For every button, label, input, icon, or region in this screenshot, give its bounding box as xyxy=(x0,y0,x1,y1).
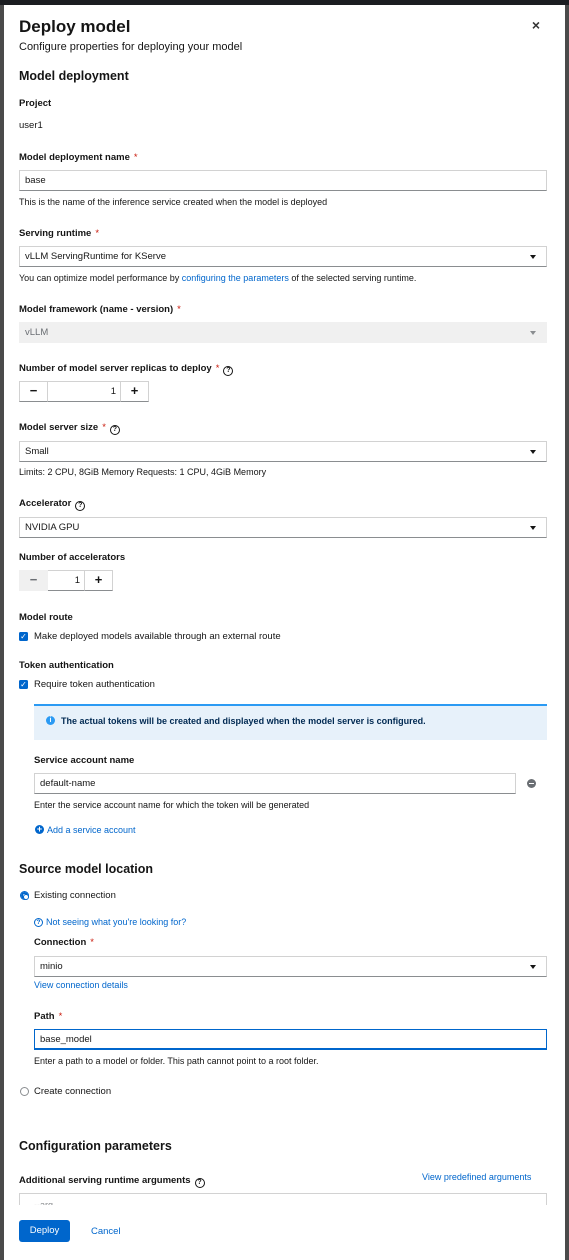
token-checkbox-label: Require token authentication xyxy=(34,679,155,690)
model-route-label: Model route xyxy=(19,612,73,623)
not-seeing-link[interactable]: Not seeing what you're looking for? xyxy=(46,917,187,927)
accelerator-select[interactable] xyxy=(19,517,547,538)
help-icon[interactable]: ? xyxy=(223,366,233,376)
view-connection-details-link[interactable]: View connection details xyxy=(34,980,128,990)
accelerators-increment-button[interactable]: + xyxy=(84,570,113,591)
server-size-select[interactable] xyxy=(19,441,547,462)
caret-down-icon xyxy=(530,450,536,454)
service-account-helper: Enter the service account name for which the token will be generated xyxy=(34,800,310,810)
model-framework-select xyxy=(19,322,547,343)
accelerators-decrement-button[interactable]: − xyxy=(19,570,48,591)
plus-circle-icon: + xyxy=(36,824,43,834)
serving-runtime-helper: You can optimize model performance by configuring the parameters of the selected serving runtime. xyxy=(19,273,417,283)
close-icon[interactable]: × xyxy=(531,17,541,33)
server-size-helper: Limits: 2 CPU, 8GiB Memory Requests: 1 CPU, 4GiB Memory xyxy=(19,467,267,477)
replicas-increment-button[interactable]: + xyxy=(120,381,149,402)
create-connection-radio[interactable] xyxy=(20,1087,29,1096)
alert-text: The actual tokens will be created and displayed when the model server is configured. xyxy=(61,716,426,726)
runtime-args-label: Additional serving runtime arguments ? xyxy=(19,1175,205,1188)
service-account-label: Service account name xyxy=(34,755,135,766)
accelerator-value: NVIDIA GPU xyxy=(25,522,80,533)
modal-footer xyxy=(4,1205,565,1260)
caret-down-icon xyxy=(530,526,536,530)
accelerators-input[interactable]: 1 xyxy=(48,570,84,591)
serving-runtime-value: vLLM ServingRuntime for KServe xyxy=(25,251,166,262)
remove-service-account-icon[interactable] xyxy=(527,779,536,788)
path-label: Path * xyxy=(34,1011,63,1022)
deployment-name-label: Model deployment name * xyxy=(19,152,138,163)
modal-subtitle: Configure properties for deploying your model xyxy=(19,41,243,53)
model-deployment-heading: Model deployment xyxy=(19,69,129,83)
configuration-heading: Configuration parameters xyxy=(19,1139,172,1153)
serving-runtime-select[interactable] xyxy=(19,246,547,267)
deployment-name-input[interactable]: base xyxy=(19,170,547,191)
existing-connection-radio[interactable] xyxy=(20,891,29,900)
help-icon[interactable]: ? xyxy=(195,1178,205,1188)
model-framework-label: Model framework (name - version) * xyxy=(19,304,181,315)
project-label: Project xyxy=(19,98,52,109)
project-value: user1 xyxy=(19,120,43,131)
cancel-button[interactable]: Cancel xyxy=(91,1226,121,1237)
serving-runtime-label: Serving runtime * xyxy=(19,228,100,239)
info-icon: i xyxy=(46,716,55,725)
path-helper: Enter a path to a model or folder. This path cannot point to a root folder. xyxy=(34,1056,319,1066)
route-checkbox-label: Make deployed models available through an external route xyxy=(34,631,281,642)
replicas-decrement-button[interactable]: − xyxy=(19,381,48,402)
create-connection-label: Create connection xyxy=(34,1086,112,1097)
connection-select[interactable] xyxy=(34,956,547,977)
accelerators-stepper xyxy=(19,570,113,591)
question-circle-icon: ? xyxy=(34,918,43,927)
source-location-heading: Source model location xyxy=(19,862,154,876)
caret-down-icon xyxy=(530,255,536,259)
server-size-value: Small xyxy=(25,446,49,457)
configuring-parameters-link[interactable]: configuring the parameters xyxy=(181,273,289,283)
model-framework-value: vLLM xyxy=(25,327,49,338)
server-size-label: Model server size * ? xyxy=(19,422,120,435)
view-predefined-args-link[interactable]: View predefined arguments xyxy=(422,1172,532,1182)
modal-title: Deploy model xyxy=(19,17,131,36)
route-checkbox[interactable]: ✓ xyxy=(20,632,27,641)
existing-connection-label: Existing connection xyxy=(34,890,116,901)
required-mark: * xyxy=(133,152,138,163)
replicas-input[interactable]: 1 xyxy=(48,381,120,402)
add-service-account-link[interactable]: Add a service account xyxy=(47,825,136,835)
token-auth-label: Token authentication xyxy=(19,660,114,671)
num-accelerators-label: Number of accelerators xyxy=(19,552,126,563)
connection-label: Connection * xyxy=(34,937,94,948)
token-checkbox[interactable]: ✓ xyxy=(20,680,27,689)
replicas-stepper xyxy=(19,381,149,402)
help-icon[interactable]: ? xyxy=(110,425,120,435)
connection-value: minio xyxy=(40,961,63,972)
deploy-model-modal xyxy=(4,5,565,1260)
service-account-input[interactable]: default-name xyxy=(34,773,516,794)
deployment-name-helper: This is the name of the inference service created when the model is deployed xyxy=(19,197,328,207)
caret-down-icon xyxy=(530,965,536,969)
path-input[interactable]: base_model xyxy=(34,1029,547,1050)
accelerator-label: Accelerator ? xyxy=(19,498,85,511)
token-info-alert xyxy=(34,704,547,740)
caret-down-icon xyxy=(530,331,536,335)
replicas-label: Number of model server replicas to deploy * ? xyxy=(19,363,233,376)
help-icon[interactable]: ? xyxy=(75,501,85,511)
deploy-button[interactable]: Deploy xyxy=(19,1220,70,1242)
